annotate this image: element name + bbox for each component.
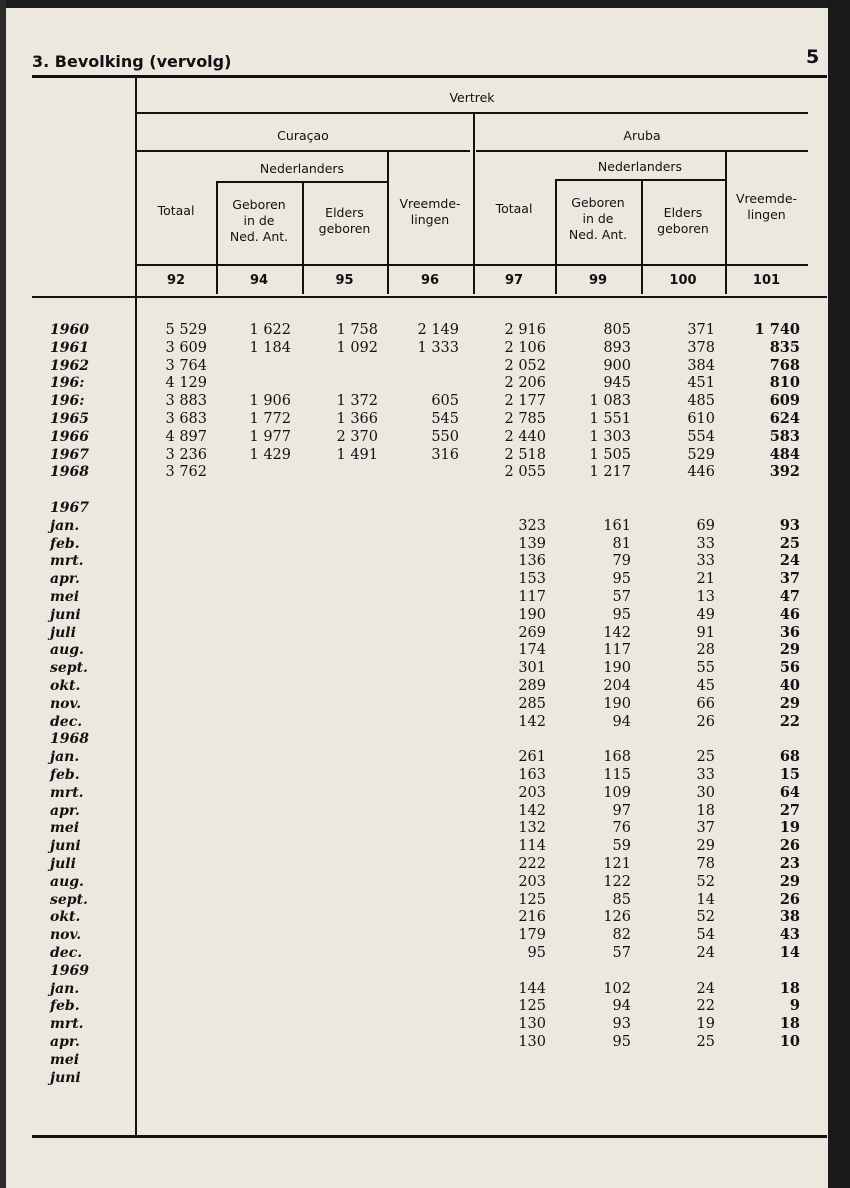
table-cell: 25 — [696, 749, 715, 766]
row-label: mrt. — [50, 553, 84, 570]
row-label: jan. — [50, 517, 80, 534]
scan-top-edge — [0, 0, 850, 8]
row-label: aug. — [50, 873, 84, 890]
column-number: 101 — [752, 273, 781, 288]
table-cell: 3 883 — [165, 393, 207, 410]
table-cell: 371 — [687, 322, 715, 338]
table-cell: 69 — [696, 517, 715, 534]
table-cell: 142 — [518, 802, 546, 819]
table-cell: 122 — [603, 873, 631, 890]
row-label: okt. — [50, 909, 81, 926]
table-cell: 1 303 — [589, 428, 631, 445]
table-cell: 3 683 — [165, 411, 207, 427]
table-cell: 2 370 — [336, 428, 378, 445]
table-cell: 132 — [518, 820, 546, 837]
table-cell: 529 — [687, 446, 715, 463]
table-cell: 68 — [779, 748, 800, 766]
row-label: 196: — [50, 375, 85, 392]
header-vertrek: Vertrek — [449, 90, 495, 105]
table-cell: 37 — [696, 820, 715, 837]
table-cell: 18 — [696, 802, 715, 819]
header-line-aruba — [476, 150, 808, 152]
table-cell: 4 897 — [165, 428, 207, 445]
table-cell: 3 609 — [165, 339, 207, 356]
table-cell: 95 — [527, 945, 546, 961]
page-number: 5 — [806, 46, 820, 68]
table-cell: 29 — [779, 641, 800, 659]
row-label: jan. — [50, 749, 80, 766]
table-cell: 46 — [779, 605, 800, 623]
row-label: juli — [50, 856, 76, 872]
table-cell: 392 — [769, 463, 800, 481]
table-cell: 10 — [779, 1033, 800, 1050]
table-cell: 2 440 — [504, 428, 546, 445]
table-cell: 144 — [518, 980, 546, 997]
table-cell: 22 — [696, 998, 715, 1015]
row-label: 1961 — [50, 339, 89, 356]
table-cell: 33 — [696, 767, 715, 783]
table-cell: 1 366 — [336, 411, 378, 427]
row-label: feb. — [50, 767, 80, 783]
table-cell: 204 — [603, 678, 631, 694]
table-cell: 43 — [779, 926, 800, 944]
table-cell: 222 — [518, 856, 546, 872]
row-label: apr. — [50, 1034, 80, 1050]
table-cell: 93 — [612, 1016, 631, 1033]
table-cell: 29 — [779, 694, 800, 712]
row-label: juni — [50, 606, 81, 623]
header-a-totaal: Totaal — [495, 201, 533, 216]
table-cell: 2 916 — [504, 322, 546, 338]
table-cell: 29 — [779, 872, 800, 890]
table-cell: 1 217 — [589, 464, 631, 481]
table-cell: 125 — [518, 891, 546, 908]
table-cell: 142 — [518, 713, 546, 730]
table-cell: 554 — [687, 428, 715, 445]
top-rule — [32, 75, 827, 78]
row-label: apr. — [50, 571, 80, 588]
row-label: 1967 — [50, 500, 89, 516]
table-cell: 161 — [603, 517, 631, 534]
table-cell: 2 052 — [504, 357, 546, 374]
table-cell: 25 — [696, 1034, 715, 1050]
stub-divider — [135, 78, 137, 1135]
table-cell: 1 906 — [249, 393, 291, 410]
table-cell: 1 333 — [417, 339, 459, 356]
table-cell: 76 — [612, 820, 631, 837]
table-cell: 1 758 — [336, 322, 378, 338]
table-cell: 64 — [779, 783, 800, 801]
table-cell: 1 740 — [754, 321, 800, 338]
header-c-elders: Elders geboren — [318, 205, 371, 236]
table-cell: 57 — [612, 945, 631, 961]
table-cell: 168 — [603, 749, 631, 766]
table-cell: 810 — [769, 374, 800, 392]
row-label: mrt. — [50, 1016, 84, 1033]
table-cell: 18 — [779, 1015, 800, 1033]
table-cell: 893 — [603, 339, 631, 356]
table-cell: 3 764 — [165, 357, 207, 374]
column-number: 96 — [420, 273, 440, 288]
row-label: apr. — [50, 802, 80, 819]
row-label: aug. — [50, 642, 84, 659]
table-cell: 56 — [779, 659, 800, 677]
header-c-geboren: Geboren in de Ned. Ant. — [229, 197, 289, 244]
row-label: feb. — [50, 535, 80, 552]
table-cell: 1 772 — [249, 411, 291, 427]
header-line-curacao — [136, 150, 470, 152]
table-cell: 301 — [518, 660, 546, 677]
table-cell: 261 — [518, 749, 546, 766]
header-nederlanders-curacao: Nederlanders — [259, 161, 345, 176]
table-cell: 378 — [687, 339, 715, 356]
table-cell: 26 — [779, 837, 800, 855]
table-cell: 2 785 — [504, 411, 546, 427]
column-number: 95 — [335, 273, 354, 288]
row-label: dec. — [50, 713, 83, 730]
table-cell: 49 — [696, 606, 715, 623]
table-cell: 85 — [612, 891, 631, 908]
table-cell: 19 — [696, 1016, 715, 1033]
table-cell: 29 — [696, 838, 715, 855]
row-label: jan. — [50, 980, 80, 997]
table-cell: 163 — [518, 767, 546, 783]
table-cell: 95 — [612, 571, 631, 588]
table-cell: 21 — [696, 571, 715, 588]
table-cell: 2 177 — [504, 393, 546, 410]
table-cell: 190 — [518, 606, 546, 623]
table-cell: 545 — [431, 411, 459, 427]
table-cell: 190 — [603, 695, 631, 712]
column-number: 97 — [504, 273, 524, 288]
table-cell: 125 — [518, 998, 546, 1015]
table-cell: 55 — [696, 660, 715, 677]
table-cell: 3 762 — [165, 464, 207, 481]
table-cell: 78 — [696, 856, 715, 872]
table-cell: 102 — [603, 980, 631, 997]
section-title: 3. Bevolking (vervolg) — [32, 52, 232, 71]
table-cell: 45 — [696, 678, 715, 694]
row-label: 1967 — [50, 446, 89, 463]
table-cell: 384 — [687, 357, 715, 374]
table-cell: 1 622 — [249, 322, 291, 338]
table-cell: 1 977 — [249, 428, 291, 445]
table-cell: 26 — [696, 713, 715, 730]
column-number: 99 — [588, 273, 608, 288]
table-cell: 446 — [687, 464, 715, 481]
table-cell: 451 — [687, 375, 715, 392]
table-cell: 95 — [612, 606, 631, 623]
header-c-vreemdelingen: Vreemde- lingen — [399, 196, 461, 227]
table-cell: 22 — [779, 712, 800, 730]
table-cell: 117 — [518, 589, 546, 605]
bottom-rule — [32, 1135, 827, 1138]
table-cell: 316 — [431, 446, 459, 463]
row-label: 196: — [50, 393, 85, 410]
table-cell: 109 — [603, 784, 631, 801]
table-cell: 79 — [612, 553, 631, 570]
table-cell: 33 — [696, 535, 715, 552]
table-cell: 3 236 — [165, 446, 207, 463]
header-nederlanders-aruba: Nederlanders — [597, 159, 683, 174]
table-cell: 1 092 — [336, 339, 378, 356]
header-a-elders: Elders geboren — [657, 205, 709, 236]
row-label: sept. — [50, 891, 88, 908]
table-cell: 139 — [518, 535, 546, 552]
table-cell: 550 — [431, 428, 459, 445]
scan-left-edge — [0, 0, 6, 1188]
header-line-ned-a — [555, 179, 725, 181]
table-cell: 57 — [612, 589, 631, 605]
table-cell: 52 — [696, 873, 715, 890]
table-cell: 24 — [696, 945, 715, 961]
row-label: juli — [50, 624, 76, 641]
table-cell: 805 — [603, 322, 631, 338]
column-number: 100 — [669, 273, 697, 288]
table-cell: 216 — [518, 909, 546, 926]
table-cell: 37 — [779, 570, 800, 588]
table-cell: 26 — [779, 890, 800, 908]
row-label: 1966 — [50, 428, 89, 445]
table-cell: 126 — [603, 909, 631, 926]
table-cell: 115 — [603, 767, 631, 783]
table-cell: 835 — [769, 338, 800, 356]
table-cell: 30 — [696, 784, 715, 801]
table-cell: 323 — [518, 517, 546, 534]
table-cell: 945 — [603, 375, 631, 392]
table-cell: 82 — [612, 927, 631, 944]
row-label: 1962 — [50, 357, 89, 374]
table-cell: 2 518 — [504, 446, 546, 463]
table-cell: 91 — [696, 624, 715, 641]
table-cell: 583 — [769, 427, 800, 445]
table-cell: 47 — [779, 588, 800, 605]
table-cell: 190 — [603, 660, 631, 677]
row-label: 1965 — [50, 411, 89, 427]
header-a-vreemdelingen: Vreemde- lingen — [735, 191, 798, 222]
table-cell: 130 — [518, 1034, 546, 1050]
table-cell: 15 — [779, 766, 800, 783]
table-cell: 114 — [518, 838, 546, 855]
table-cell: 93 — [779, 516, 800, 534]
table-cell: 153 — [518, 571, 546, 588]
table-cell: 95 — [612, 1034, 631, 1050]
table-cell: 40 — [779, 677, 800, 694]
table-cell: 142 — [603, 624, 631, 641]
table-cell: 1 083 — [589, 393, 631, 410]
table-cell: 485 — [687, 393, 715, 410]
table-cell: 4 129 — [165, 375, 207, 392]
row-label: nov. — [50, 927, 82, 944]
column-number: 94 — [249, 273, 269, 288]
table-cell: 269 — [518, 624, 546, 641]
table-cell: 2 106 — [504, 339, 546, 356]
row-label: okt. — [50, 678, 81, 694]
row-label: mei — [50, 820, 80, 837]
table-cell: 609 — [769, 392, 800, 410]
row-label: 1969 — [50, 962, 89, 979]
table-cell: 33 — [696, 553, 715, 570]
table-cell: 23 — [779, 855, 800, 872]
table-cell: 52 — [696, 909, 715, 926]
header-a-geboren: Geboren in de Ned. Ant. — [568, 195, 628, 242]
table-cell: 1 372 — [336, 393, 378, 410]
table-cell: 121 — [603, 856, 631, 872]
row-label: mrt. — [50, 784, 84, 801]
table-cell: 1 491 — [336, 446, 378, 463]
row-label: feb. — [50, 998, 80, 1015]
table-cell: 130 — [518, 1016, 546, 1033]
table-cell: 27 — [779, 801, 800, 819]
row-label: mei — [50, 1051, 80, 1068]
table-cell: 18 — [779, 979, 800, 997]
table-cell: 94 — [612, 998, 631, 1015]
table-cell: 94 — [612, 713, 631, 730]
table-cell: 14 — [779, 944, 800, 961]
table-cell: 66 — [696, 695, 715, 712]
table-cell: 1 551 — [589, 411, 631, 427]
table-cell: 484 — [769, 445, 800, 463]
table-cell: 14 — [696, 891, 715, 908]
table-cell: 19 — [779, 819, 800, 837]
table-cell: 768 — [769, 356, 800, 374]
row-label: dec. — [50, 945, 83, 961]
table-cell: 9 — [789, 997, 800, 1015]
table-cell: 36 — [779, 623, 800, 641]
header-line-vertrek — [136, 112, 808, 114]
table-cell: 13 — [696, 589, 715, 605]
row-label: mei — [50, 589, 80, 605]
table-cell: 5 529 — [165, 322, 207, 338]
table-cell: 179 — [518, 927, 546, 944]
table-cell: 203 — [518, 873, 546, 890]
header-curacao: Curaçao — [277, 128, 329, 143]
row-label: 1968 — [50, 464, 89, 481]
table-cell: 1 184 — [249, 339, 291, 356]
table-cell: 28 — [696, 642, 715, 659]
table-cell: 203 — [518, 784, 546, 801]
table-cell: 2 206 — [504, 375, 546, 392]
table-cell: 605 — [431, 393, 459, 410]
row-label: sept. — [50, 660, 88, 677]
table-cell: 1 429 — [249, 446, 291, 463]
table-cell: 81 — [612, 535, 631, 552]
table-cell: 136 — [518, 553, 546, 570]
table-cell: 38 — [779, 908, 800, 926]
row-label: 1968 — [50, 731, 89, 748]
row-label: 1960 — [50, 322, 89, 338]
table-cell: 2 149 — [417, 322, 459, 338]
scan-right-edge — [828, 0, 850, 1188]
table-cell: 285 — [518, 695, 546, 712]
row-label: juni — [50, 1069, 81, 1086]
table-cell: 289 — [518, 678, 546, 694]
header-c-totaal: Totaal — [157, 203, 195, 218]
table-cell: 624 — [769, 410, 800, 427]
column-number: 92 — [166, 273, 186, 288]
table-cell: 174 — [518, 642, 546, 659]
table-cell: 24 — [696, 980, 715, 997]
header-line-captions — [136, 264, 808, 266]
table-cell: 900 — [603, 357, 631, 374]
table-cell: 117 — [603, 642, 631, 659]
header-bottom-rule — [32, 296, 827, 298]
row-label: juni — [50, 838, 81, 855]
table-cell: 24 — [779, 552, 800, 570]
table-cell: 2 055 — [504, 464, 546, 481]
table-cell: 25 — [779, 534, 800, 552]
header-aruba: Aruba — [623, 128, 661, 143]
row-label: nov. — [50, 695, 82, 712]
table-cell: 54 — [696, 927, 715, 944]
table-cell: 610 — [687, 411, 715, 427]
table-cell: 59 — [612, 838, 631, 855]
table-cell: 1 505 — [589, 446, 631, 463]
table-cell: 97 — [612, 802, 631, 819]
